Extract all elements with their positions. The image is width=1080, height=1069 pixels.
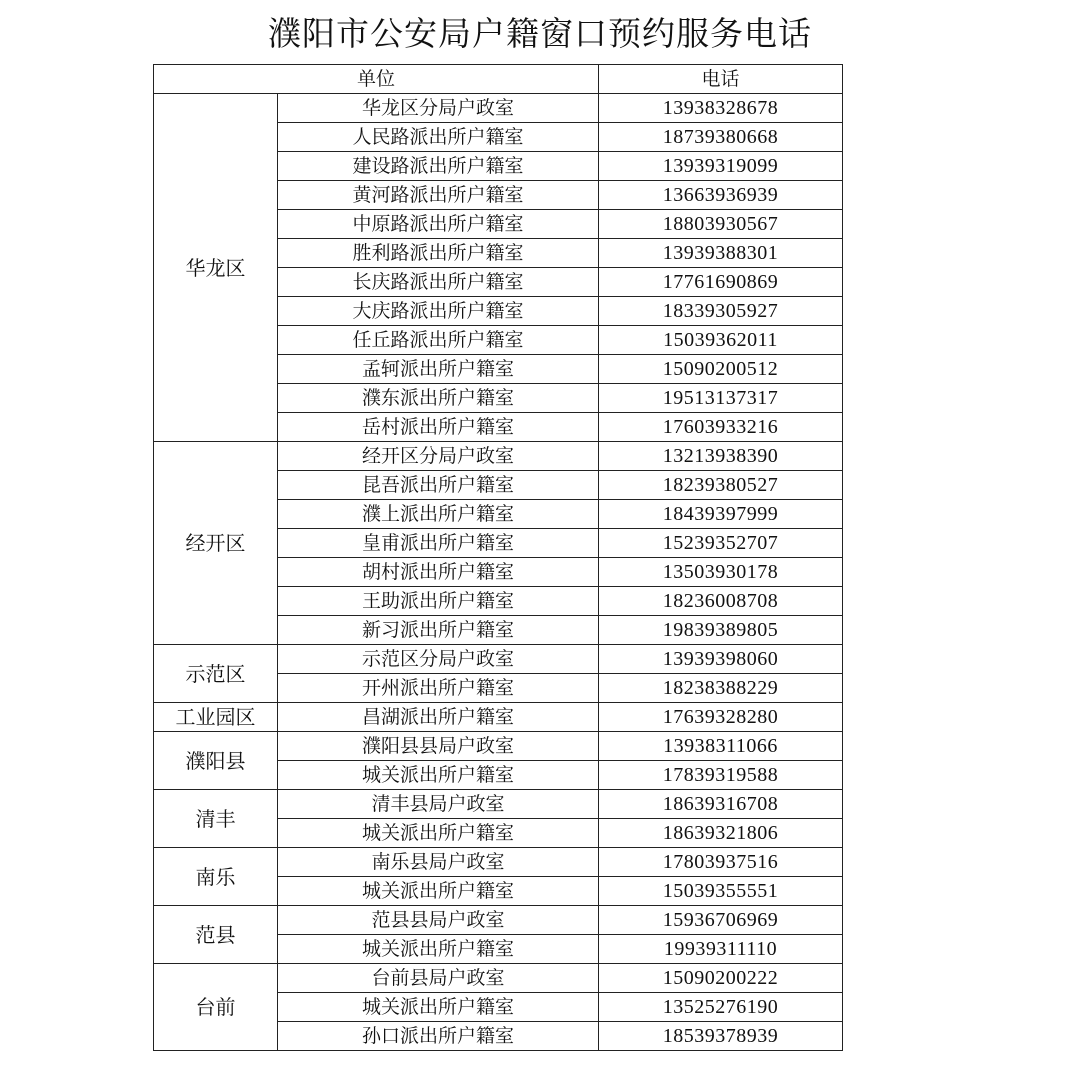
district-cell: 濮阳县: [154, 732, 278, 790]
office-cell: 胡村派出所户籍室: [278, 558, 599, 587]
office-cell: 南乐县局户政室: [278, 848, 599, 877]
phone-cell: 15039355551: [599, 877, 843, 906]
district-cell: 经开区: [154, 442, 278, 645]
district-cell: 示范区: [154, 645, 278, 703]
office-cell: 大庆路派出所户籍室: [278, 297, 599, 326]
phone-cell: 18639316708: [599, 790, 843, 819]
phone-cell: 17761690869: [599, 268, 843, 297]
phone-cell: 18739380668: [599, 123, 843, 152]
office-cell: 新习派出所户籍室: [278, 616, 599, 645]
office-cell: 经开区分局户政室: [278, 442, 599, 471]
office-cell: 人民路派出所户籍室: [278, 123, 599, 152]
office-cell: 孟轲派出所户籍室: [278, 355, 599, 384]
office-cell: 范县县局户政室: [278, 906, 599, 935]
phone-cell: 18239380527: [599, 471, 843, 500]
phone-cell: 13663936939: [599, 181, 843, 210]
phone-cell: 13525276190: [599, 993, 843, 1022]
district-cell: 范县: [154, 906, 278, 964]
phone-cell: 15090200222: [599, 964, 843, 993]
office-cell: 城关派出所户籍室: [278, 935, 599, 964]
office-cell: 任丘路派出所户籍室: [278, 326, 599, 355]
office-cell: 王助派出所户籍室: [278, 587, 599, 616]
office-cell: 清丰县局户政室: [278, 790, 599, 819]
office-cell: 昌湖派出所户籍室: [278, 703, 599, 732]
phone-cell: 17603933216: [599, 413, 843, 442]
phone-cell: 17803937516: [599, 848, 843, 877]
office-cell: 示范区分局户政室: [278, 645, 599, 674]
district-cell: 华龙区: [154, 94, 278, 442]
table-row: [154, 964, 843, 993]
phone-cell: 18803930567: [599, 210, 843, 239]
table-row: [154, 703, 843, 732]
phone-cell: 17639328280: [599, 703, 843, 732]
phone-cell: 18539378939: [599, 1022, 843, 1051]
office-cell: 孙口派出所户籍室: [278, 1022, 599, 1051]
table-row: [154, 94, 843, 123]
district-cell: 工业园区: [154, 703, 278, 732]
district-cell: 清丰: [154, 790, 278, 848]
phone-cell: 19939311110: [599, 935, 843, 964]
office-cell: 濮上派出所户籍室: [278, 500, 599, 529]
office-cell: 城关派出所户籍室: [278, 819, 599, 848]
office-cell: 台前县局户政室: [278, 964, 599, 993]
office-cell: 濮东派出所户籍室: [278, 384, 599, 413]
office-cell: 城关派出所户籍室: [278, 993, 599, 1022]
phone-cell: 18439397999: [599, 500, 843, 529]
office-cell: 黄河路派出所户籍室: [278, 181, 599, 210]
phone-cell: 18238388229: [599, 674, 843, 703]
header-row: [154, 65, 843, 94]
phone-cell: 13213938390: [599, 442, 843, 471]
office-cell: 开州派出所户籍室: [278, 674, 599, 703]
table-row: [154, 906, 843, 935]
phone-cell: 17839319588: [599, 761, 843, 790]
phone-cell: 15936706969: [599, 906, 843, 935]
phone-cell: 18339305927: [599, 297, 843, 326]
table-row: [154, 442, 843, 471]
phone-cell: 15239352707: [599, 529, 843, 558]
phone-cell: 13939319099: [599, 152, 843, 181]
office-cell: 城关派出所户籍室: [278, 877, 599, 906]
header-unit: 单位: [154, 65, 599, 94]
table-header: [154, 65, 843, 94]
phone-cell: 13939398060: [599, 645, 843, 674]
header-phone: 电话: [599, 65, 843, 94]
office-cell: 皇甫派出所户籍室: [278, 529, 599, 558]
office-cell: 胜利路派出所户籍室: [278, 239, 599, 268]
office-cell: 华龙区分局户政室: [278, 94, 599, 123]
district-cell: 南乐: [154, 848, 278, 906]
office-cell: 岳村派出所户籍室: [278, 413, 599, 442]
phone-cell: 19839389805: [599, 616, 843, 645]
phone-cell: 19513137317: [599, 384, 843, 413]
office-cell: 昆吾派出所户籍室: [278, 471, 599, 500]
document-title: 濮阳市公安局户籍窗口预约服务电话: [268, 14, 812, 53]
table-row: [154, 645, 843, 674]
phone-cell: 13503930178: [599, 558, 843, 587]
table-row: [154, 790, 843, 819]
office-cell: 中原路派出所户籍室: [278, 210, 599, 239]
table-body: [154, 94, 843, 1051]
phone-cell: 13938311066: [599, 732, 843, 761]
district-cell: 台前: [154, 964, 278, 1051]
phone-cell: 15090200512: [599, 355, 843, 384]
office-cell: 建设路派出所户籍室: [278, 152, 599, 181]
phone-cell: 13938328678: [599, 94, 843, 123]
phone-cell: 13939388301: [599, 239, 843, 268]
phone-cell: 18639321806: [599, 819, 843, 848]
table-row: [154, 732, 843, 761]
office-cell: 濮阳县县局户政室: [278, 732, 599, 761]
phone-directory-table: [153, 64, 843, 1051]
table-row: [154, 848, 843, 877]
office-cell: 城关派出所户籍室: [278, 761, 599, 790]
office-cell: 长庆路派出所户籍室: [278, 268, 599, 297]
phone-cell: 18236008708: [599, 587, 843, 616]
phone-cell: 15039362011: [599, 326, 843, 355]
